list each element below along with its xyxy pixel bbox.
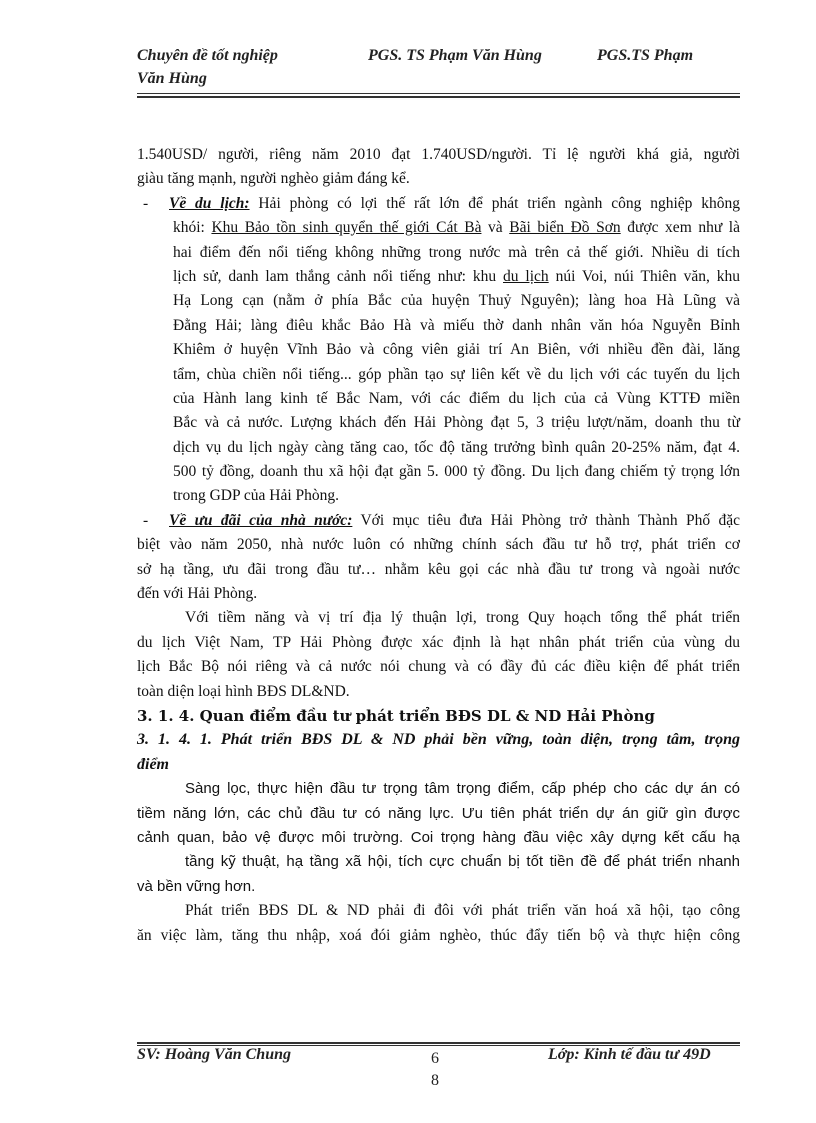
text-line: - Về ưu đãi của nhà nước: Với mục tiêu đưa Hải Phòng trở thành Thành Phố đặc <box>137 509 740 533</box>
tourism-label: Về du lịch: <box>169 194 250 212</box>
header-left-line1: Chuyên đề tốt nghiệp <box>137 47 278 64</box>
text-line: giàu tăng mạnh, người nghèo giảm đáng kể. <box>137 170 410 188</box>
header-left-line2: Văn Hùng <box>137 70 207 87</box>
text-line: Phát triển BĐS DL & ND phải đi đôi với phát triển văn hoá xã hội, tạo công <box>185 902 740 920</box>
header-center: PGS. TS Phạm Văn Hùng <box>368 47 542 64</box>
text-line: 1.540USD/ người, riêng năm 2010 đạt 1.740USD/người. Tỉ lệ người khá giả, người <box>137 146 740 163</box>
text-line: - Về du lịch: Hải phòng có lợi thế rất lớn để phát triển ngành công nghiệp không <box>137 192 740 216</box>
text-line: trong GDP của Hải Phòng. <box>173 487 340 505</box>
text-line: ăn việc làm, tăng thu nhập, xoá đói giảm nghèo, thúc đẩy tiến bộ và thực hiện công <box>137 926 740 944</box>
text-line: toàn diện loại hình BĐS DL&ND. <box>137 682 350 700</box>
bullet-dash: - <box>143 194 149 212</box>
du-lich-link[interactable]: du lịch <box>503 267 549 285</box>
text-line: cảnh quan, bảo vệ được môi trường. Coi trọng hàng đầu việc xây dựng kết cấu hạ <box>137 828 740 846</box>
incentive-label: Về ưu đãi của nhà nước: <box>169 511 353 529</box>
text-line: sở hạ tầng, ưu đãi trong đầu tư… nhằm kêu gọi các nhà đầu tư trong và ngoài nước <box>137 560 740 578</box>
text-line: dịch vụ du lịch ngày càng tăng cao, tốc độ tăng trưởng bình quân 20-25% năm, đạt 4. <box>173 438 740 456</box>
page-body <box>137 143 740 948</box>
text-line: biệt vào năm 2050, nhà nước luôn có những chính sách đầu tư hỗ trợ, phát triển cơ <box>137 536 740 554</box>
text-line: và bền vững hơn. <box>137 877 256 895</box>
text-line: khói: Khu Bảo tồn sinh quyển thế giới Cát Bà và Bãi biển Đồ Sơn được xem như là <box>173 219 740 237</box>
header-rule-thick <box>137 96 740 98</box>
header-rule-thin <box>137 93 740 94</box>
text-line: lịch sử, danh lam thắng cảnh nổi tiếng như: khu du lịch núi Voi, núi Thiên văn, khu <box>173 267 740 285</box>
text-line: hai điểm đến nổi tiếng không những trong nước mà trên cả thế giới. Nhiều di tích <box>173 243 740 261</box>
text-line: du lịch Việt Nam, TP Hải Phòng được xác định là hạt nhân phát triển của vùng du <box>137 633 740 651</box>
text-line: lịch Bắc Bộ nói riêng và cả nước nói chung và có đầy đủ các điều kiện để phát triển <box>137 658 740 676</box>
text-line: Hạ Long cạn (nằm ở phía Bắc của huyện Thuỷ Nguyên); làng hoa Hà Lũng và <box>173 292 740 310</box>
header-right: PGS.TS Phạm <box>597 47 694 64</box>
text-line: Khiêm ở huyện Vĩnh Bảo và công viên giải trí An Biên, với nhiều đền đài, lăng <box>173 341 740 359</box>
cat-ba-link[interactable]: Khu Bảo tồn sinh quyển thế giới Cát Bà <box>211 219 482 237</box>
text-line: 500 tỷ đồng, doanh thu xã hội đạt gần 5. 000 tỷ đồng. Du lịch đang chiếm tỷ trọng lớn <box>173 463 740 481</box>
text-line: của Hành lang kinh tế Bắc Nam, với các điểm du lịch của cả Vùng KTTĐ miền <box>173 389 740 407</box>
text-line: tẩm, chùa chiền nổi tiếng... góp phần tạo sự liên kết về du lịch với các tuyến du lịch <box>173 365 740 383</box>
text-line: Với tiềm năng và vị trí địa lý thuận lợi, trong Quy hoạch tổng thể phát triển <box>185 609 740 627</box>
section-heading: 3. 1. 4. Quan điểm đầu tư phát triển BĐS DL & ND Hải Phòng <box>137 706 655 725</box>
page-number-a: 6 <box>431 1050 439 1067</box>
text-line: Bắc và cả nước. Lượng khách đến Hải Phòng đạt 5, 3 triệu lượt/năm, doanh thu từ <box>173 414 740 432</box>
page-number-b: 8 <box>431 1072 439 1089</box>
text-line: đến với Hải Phòng. <box>137 585 258 603</box>
footer-student: SV: Hoàng Văn Chung <box>137 1046 291 1063</box>
subsection-heading: 3. 1. 4. 1. Phát triển BĐS DL & ND phải bền vững, toàn diện, trọng tâm, trọng <box>137 731 740 749</box>
bullet-dash: - <box>143 511 149 529</box>
footer-class: Lớp: Kinh tế đầu tư 49D <box>548 1046 711 1063</box>
text-line: Đằng Hải; làng điêu khắc Bảo Hà và miếu thờ danh nhân văn hóa Nguyễn Bỉnh <box>173 316 740 334</box>
do-son-link[interactable]: Bãi biển Đồ Sơn <box>509 219 621 237</box>
text-line: tiềm năng lớn, các chủ đầu tư có năng lực. Ưu tiên phát triển dự án giữ gìn được <box>137 804 740 822</box>
subsection-heading-cont: điểm <box>137 755 169 773</box>
footer-rule-thick <box>137 1042 740 1044</box>
text-line: tầng kỹ thuật, hạ tầng xã hội, tích cực chuẩn bị tốt tiền đề để phát triển nhanh <box>185 853 740 871</box>
text-line: Sàng lọc, thực hiện đầu tư trọng tâm trọng điểm, cấp phép cho các dự án có <box>185 780 740 798</box>
